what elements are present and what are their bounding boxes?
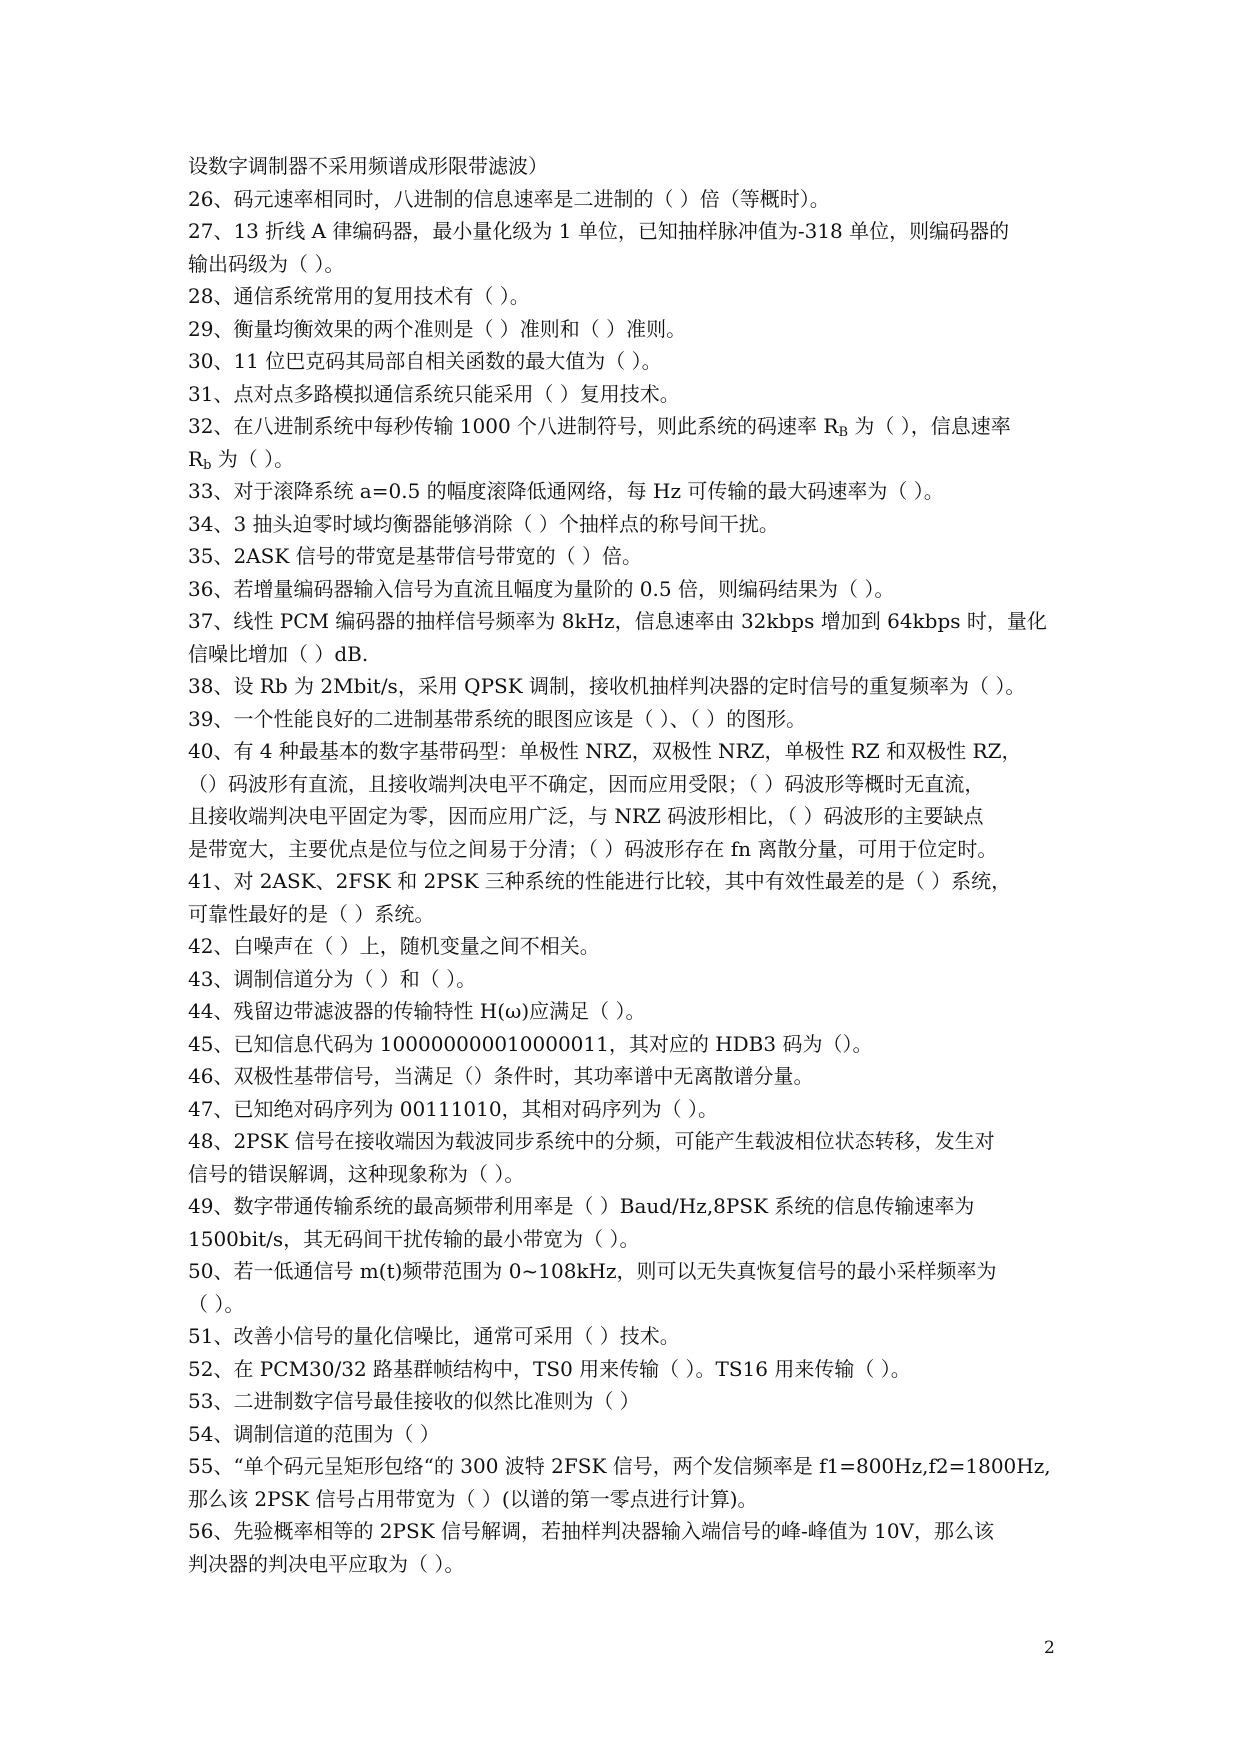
text-line: 31、点对点多路模拟通信系统只能采用（ ）复用技术。 xyxy=(188,381,680,406)
text-line: 可靠性最好的是（ ）系统。 xyxy=(188,901,435,926)
text-line: 54、调制信道的范围为（ ） xyxy=(188,1421,440,1446)
text-segment: 为（ ）。 xyxy=(211,446,295,471)
text-line: 55、“单个码元呈矩形包络“的 300 波特 2FSK 信号，两个发信频率是 f1=800Hz,f2=1800Hz, xyxy=(188,1454,1051,1478)
text-line: 且接收端判决电平固定为零，因而应用广泛，与 NRZ 码波形相比，（ ）码波形的主要缺点 xyxy=(188,804,984,828)
text-line: 30、11 位巴克码其局部自相关函数的最大值为（ ）。 xyxy=(188,349,662,373)
text-line: （）码波形有直流，且接收端判决电平不确定，因而应用受限；（ ）码波形等概时无直流， xyxy=(188,771,985,796)
text-line: 设数字调制器不采用频谱成形限带滤波） xyxy=(188,154,548,178)
text-line: 48、2PSK 信号在接收端因为载波同步系统中的分频，可能产生载波相位状态转移，发生对 xyxy=(188,1129,995,1153)
text-line: 信噪比增加（ ）dB. xyxy=(188,641,369,666)
text-line: 49、数字带通传输系统的最高频带利用率是（ ）Baud/Hz,8PSK 系统的信息传输速率为 xyxy=(188,1194,975,1218)
text-line: 那么该 2PSK 信号占用带宽为（ ）(以谱的第一零点进行计算)。 xyxy=(188,1486,758,1511)
question-list xyxy=(188,150,1066,1580)
text-segment: 为（ ），信息速率 xyxy=(848,414,1011,438)
text-line: 26、码元速率相同时，八进制的信息速率是二进制的（ ）倍（等概时）。 xyxy=(188,186,830,211)
text-line xyxy=(188,443,1066,476)
page-number: 2 xyxy=(1044,1638,1055,1658)
text-line: 43、调制信道分为（ ）和（ ）。 xyxy=(188,966,477,991)
text-line: （ ）。 xyxy=(188,1291,245,1316)
subscript-text: B xyxy=(838,425,849,440)
text-line: 34、3 抽头迫零时域均衡器能够消除（ ）个抽样点的称号间干扰。 xyxy=(188,511,779,536)
text-line: 37、线性 PCM 编码器的抽样信号频率为 8kHz，信息速率由 32kbps 增加到 64kbps 时，量化 xyxy=(188,609,1047,633)
text-line: 51、改善小信号的量化信噪比，通常可采用（ ）技术。 xyxy=(188,1324,680,1348)
text-line: 52、在 PCM30/32 路基群帧结构中，TS0 用来传输（ ）。TS16 用来传输（ ）。 xyxy=(188,1356,911,1381)
text-line: 38、设 Rb 为 2Mbit/s，采用 QPSK 调制，接收机抽样判决器的定时信号的重复频率为（ ）。 xyxy=(188,674,1026,698)
text-line: 47、已知绝对码序列为 00111010，其相对码序列为（ ）。 xyxy=(188,1096,718,1121)
text-line: 判决器的判决电平应取为（ ）。 xyxy=(188,1551,465,1576)
text-line: 28、通信系统常用的复用技术有（ ）。 xyxy=(188,284,530,308)
text-line: 是带宽大，主要优点是位与位之间易于分清；（ ）码波形存在 fn 离散分量，可用于位定时。 xyxy=(188,836,998,861)
subscript-text: b xyxy=(203,457,212,473)
text-segment: R xyxy=(188,446,204,471)
text-line: 41、对 2ASK、2FSK 和 2PSK 三种系统的性能进行比较，其中有效性最差的是（ ）系统， xyxy=(188,869,1012,893)
text-segment: 32、在八进制系统中每秒传输 1000 个八进制符号，则此系统的码速率 R xyxy=(188,414,839,438)
text-line: 44、残留边带滤波器的传输特性 H(ω)应满足（ ）。 xyxy=(188,999,646,1023)
text-line: 56、先验概率相等的 2PSK 信号解调，若抽样判决器输入端信号的峰-峰值为 10V，那么该 xyxy=(188,1519,994,1543)
text-line: 29、衡量均衡效果的两个准则是（ ）准则和（ ）准则。 xyxy=(188,316,687,341)
text-line: 50、若一低通信号 m(t)频带范围为 0~108kHz，则可以无失真恢复信号的最小采样频率为 xyxy=(188,1259,997,1283)
text-line: 27、13 折线 A 律编码器，最小量化级为 1 单位，已知抽样脉冲值为-318 单位，则编码器的 xyxy=(188,219,1010,243)
text-line: 信号的错误解调，这种现象称为（ ）。 xyxy=(188,1161,525,1186)
text-line: 40、有 4 种最基本的数字基带码型：单极性 NRZ，双极性 NRZ，单极性 RZ 和双极性 RZ， xyxy=(188,739,1022,763)
text-line: 36、若增量编码器输入信号为直流且幅度为量阶的 0.5 倍，则编码结果为（ ）。 xyxy=(188,576,895,601)
text-line: 46、双极性基带信号，当满足（）条件时，其功率谱中无离散谱分量。 xyxy=(188,1064,814,1088)
text-line: 39、一个性能良好的二进制基带系统的眼图应该是（ ）、（ ）的图形。 xyxy=(188,706,807,731)
text-line: 42、白噪声在（ ）上，随机变量之间不相关。 xyxy=(188,934,600,958)
text-line xyxy=(188,410,1066,443)
text-line: 33、对于滚降系统 a=0.5 的幅度滚降低通网络，每 Hz 可传输的最大码速率为（ ）。 xyxy=(188,479,944,503)
text-line: 53、二进制数字信号最佳接收的似然比准则为（ ） xyxy=(188,1389,640,1413)
text-line: 输出码级为（ ）。 xyxy=(188,251,345,276)
text-line: 1500bit/s，其无码间干扰传输的最小带宽为（ ）。 xyxy=(188,1226,640,1251)
text-line: 45、已知信息代码为 100000000010000011，其对应的 HDB3 码为（）。 xyxy=(188,1031,873,1056)
text-line: 35、2ASK 信号的带宽是基带信号带宽的（ ）倍。 xyxy=(188,544,642,568)
